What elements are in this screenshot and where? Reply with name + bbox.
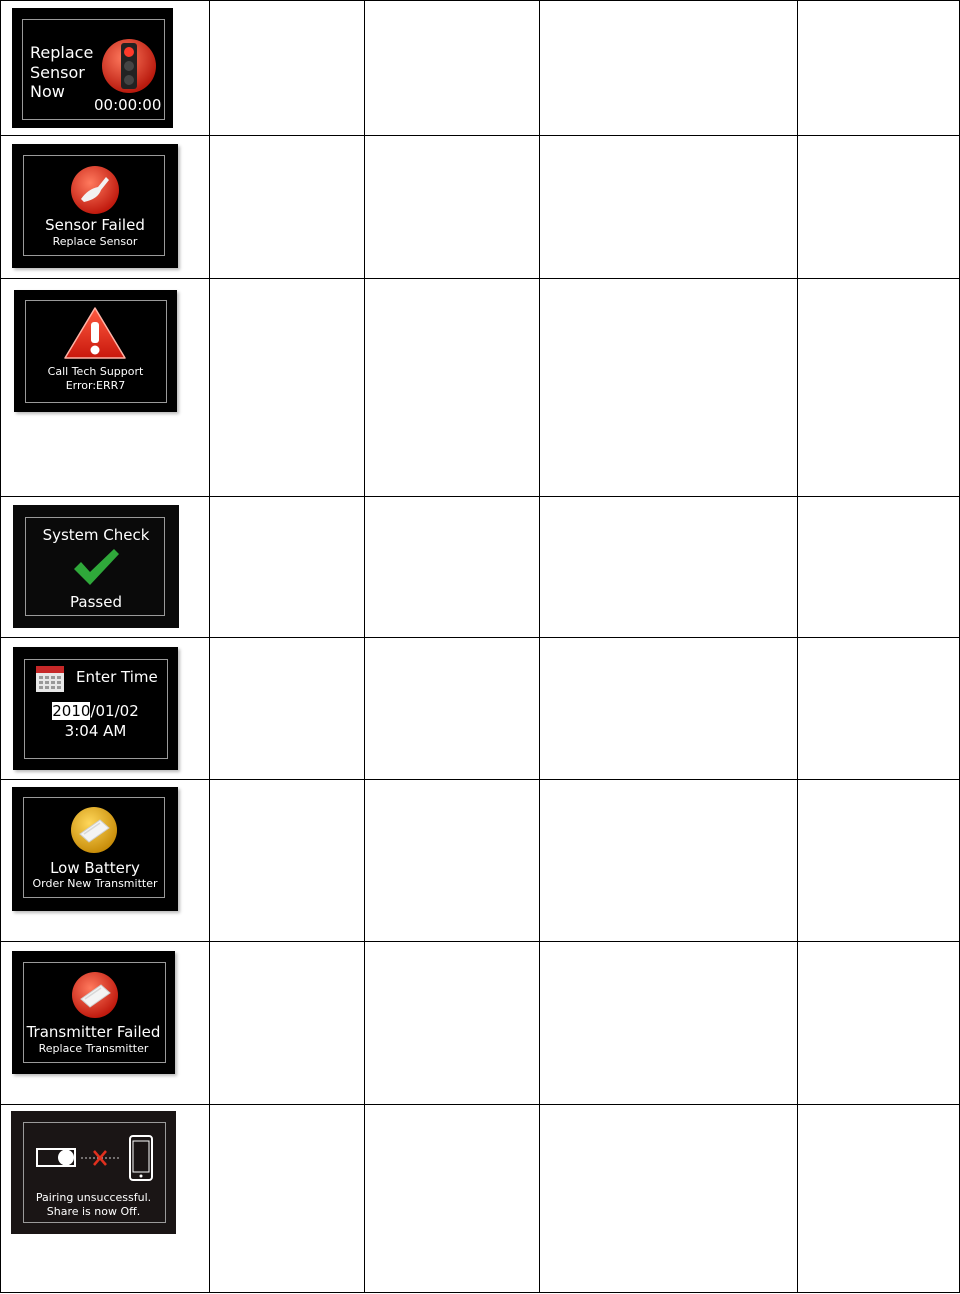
table-row [1, 780, 960, 942]
table-cell [798, 279, 960, 497]
traffic-light-icon [100, 37, 158, 95]
table-cell [540, 497, 798, 638]
table-cell [364, 279, 540, 497]
sensor-applicator-icon [70, 165, 120, 215]
low-battery-screen [12, 787, 178, 911]
pairing-line2: Share is now Off. [46, 1205, 141, 1218]
transmitter-icon [71, 971, 119, 1019]
table-cell [798, 942, 960, 1105]
low-battery-title: Low Battery [50, 859, 140, 877]
table-cell [1, 638, 210, 780]
table-cell [540, 942, 798, 1105]
table-cell [364, 1, 540, 136]
replace-sensor-line1: Replace [30, 43, 94, 62]
transmitter-battery-icon [70, 806, 118, 854]
replace-sensor-line3: Now [30, 82, 65, 101]
enter-time-time: 3:04 AM [64, 722, 127, 740]
table-cell [1, 942, 210, 1105]
transmitter-failed-title: Transmitter Failed [26, 1023, 161, 1041]
table-cell [209, 1105, 364, 1293]
date-rest: /01/02 [90, 702, 139, 720]
low-battery-subtitle: Order New Transmitter [32, 877, 158, 890]
table-cell [1, 279, 210, 497]
table-cell [209, 638, 364, 780]
table-cell [798, 1, 960, 136]
replace-sensor-line2: Sensor [30, 63, 85, 82]
table-cell [364, 1105, 540, 1293]
checkmark-icon [72, 547, 120, 587]
table-cell [798, 638, 960, 780]
call-tech-support-screen [14, 290, 177, 412]
table-cell [209, 279, 364, 497]
table-cell [540, 638, 798, 780]
table-row [1, 1105, 960, 1293]
replace-sensor-screen [12, 8, 173, 128]
table-cell [364, 942, 540, 1105]
table-row [1, 1, 960, 136]
table-cell [209, 780, 364, 942]
warning-triangle-icon [62, 305, 128, 361]
table-cell [540, 1105, 798, 1293]
table-cell [540, 1, 798, 136]
table-cell [540, 136, 798, 279]
table-cell [540, 279, 798, 497]
table-cell [364, 497, 540, 638]
table-cell [798, 1105, 960, 1293]
table-cell [364, 136, 540, 279]
enter-time-date [13, 702, 178, 720]
system-check-title: System Check [42, 526, 150, 544]
system-check-screen [13, 505, 179, 628]
table-row [1, 497, 960, 638]
table-row [1, 279, 960, 497]
transmitter-failed-screen [12, 951, 175, 1074]
replace-sensor-timer: 00:00:00 [94, 96, 162, 114]
table-row [1, 638, 960, 780]
table-cell [798, 136, 960, 279]
table-row [1, 942, 960, 1105]
call-tech-support-error: Error:ERR7 [65, 379, 126, 392]
table-cell [364, 638, 540, 780]
table-cell [798, 780, 960, 942]
enter-time-screen [13, 647, 178, 770]
table-cell [209, 1, 364, 136]
pairing-fail-icon [35, 1135, 157, 1181]
table-cell [209, 942, 364, 1105]
sensor-failed-screen [12, 144, 178, 268]
sensor-failed-subtitle: Replace Sensor [52, 235, 138, 248]
pairing-screen [11, 1111, 176, 1234]
call-tech-support-title: Call Tech Support [47, 365, 144, 378]
table-cell [798, 497, 960, 638]
table-cell [540, 780, 798, 942]
enter-time-title: Enter Time [76, 668, 158, 686]
table-cell [1, 497, 210, 638]
sensor-failed-title: Sensor Failed [45, 216, 145, 234]
year-field[interactable]: 2010 [52, 702, 91, 720]
table-cell [1, 780, 210, 942]
transmitter-failed-subtitle: Replace Transmitter [38, 1042, 149, 1055]
calendar-icon [35, 663, 65, 693]
pairing-line1: Pairing unsuccessful. [35, 1191, 152, 1204]
table-cell [1, 1, 210, 136]
table-cell [1, 1105, 210, 1293]
table-cell [209, 136, 364, 279]
system-check-status: Passed [70, 593, 122, 611]
table-cell [1, 136, 210, 279]
table-row [1, 136, 960, 279]
table-cell [364, 780, 540, 942]
table-cell [209, 497, 364, 638]
